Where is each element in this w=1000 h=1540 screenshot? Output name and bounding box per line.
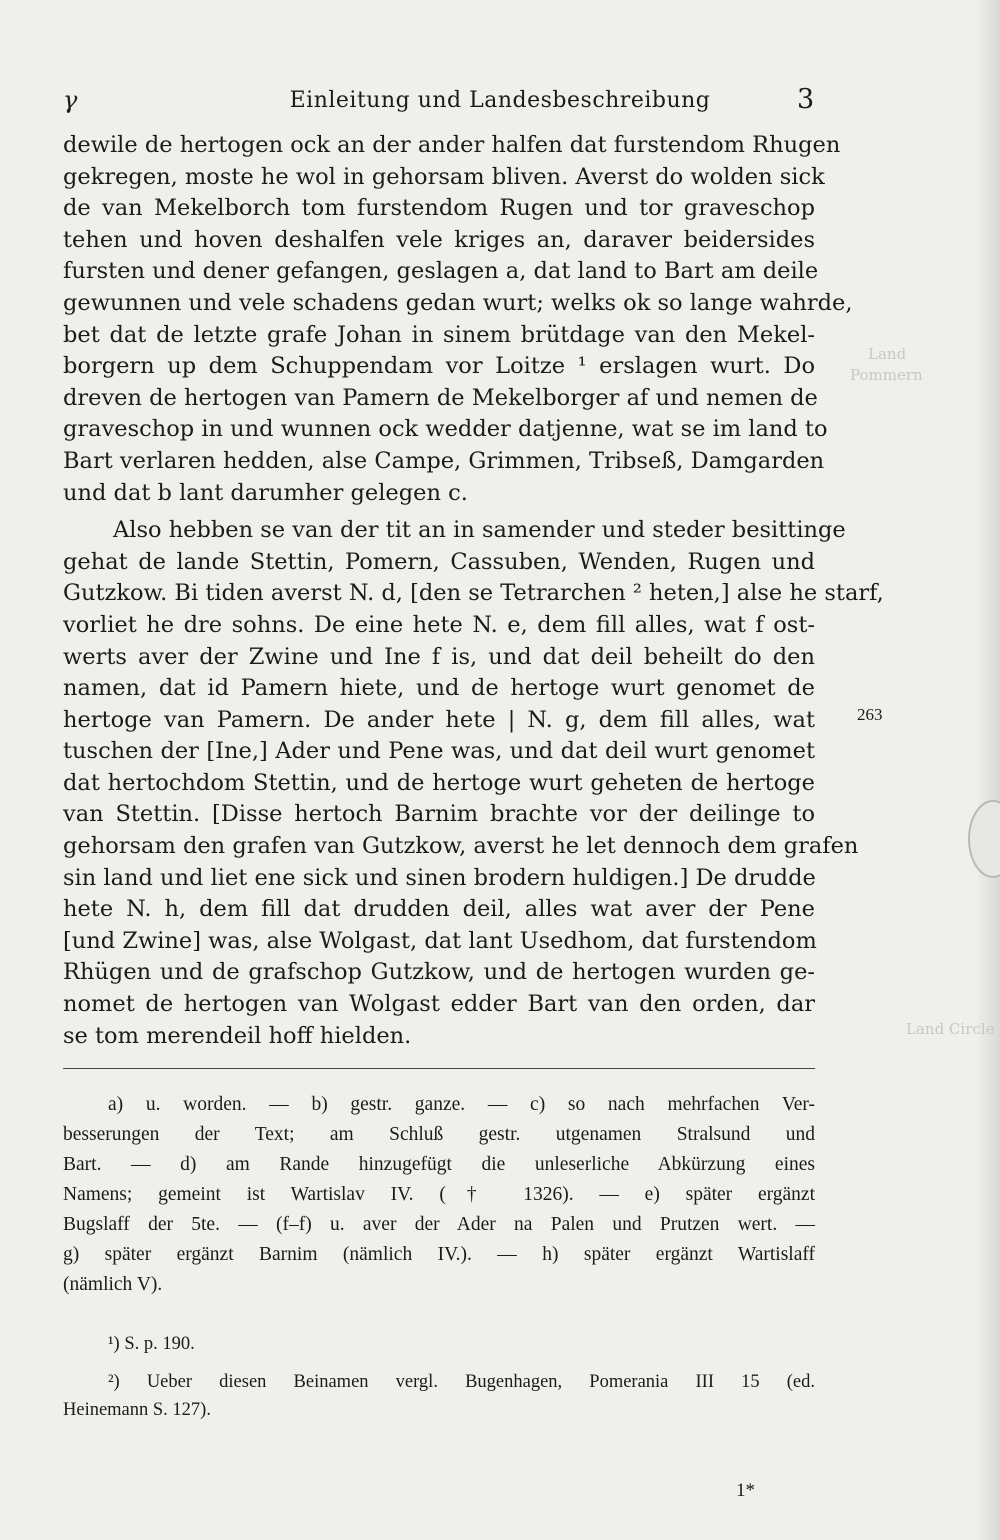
bleed-through-text: Pommern (850, 366, 923, 384)
footnote-line: besserungen der Text; am Schluß gestr. utgenamen Stralsund und (63, 1124, 815, 1145)
text-line: gehorsam den grafen van Gutzkow, averst he let dennoch dem grafen (63, 833, 859, 860)
note-line: ²) Ueber diesen Beinamen vergl. Bugenhagen, Pomerania III 15 (ed. (108, 1372, 815, 1392)
note-line: Heinemann S. 127). (63, 1400, 211, 1420)
text-line: van Stettin. [Disse hertoch Barnim brachte vor der deilinge to (63, 801, 815, 828)
text-line: gekregen, moste he wol in gehorsam bliven. Averst do wolden sick (63, 163, 825, 190)
footnote-line: g) später ergänzt Barnim (nämlich IV.). — h) später ergänzt Wartislaff (63, 1244, 815, 1265)
text-line: dreven de hertogen van Pamern de Mekelborger af und nemen de (63, 384, 818, 411)
text-line: gewunnen und vele schadens gedan wurt; welks ok so lange wahrde, (63, 289, 853, 316)
footnote-line: (nämlich V). (63, 1274, 163, 1295)
text-line: tuschen der [Ine,] Ader und Pene was, und dat deil wurt genomet (63, 738, 815, 765)
footnote-line: Namens; gemeint ist Wartislav IV. († 1326). — e) später ergänzt (63, 1184, 815, 1205)
note-line: ¹) S. p. 190. (108, 1334, 195, 1354)
text-line: hete N. h, dem fill dat drudden deil, alles wat aver der Pene (63, 896, 815, 923)
text-line: namen, dat id Pamern hiete, und de hertoge wurt genomet de (63, 675, 815, 702)
text-line: dewile de hertogen ock an der ander halfen dat furstendom Rhugen (63, 132, 841, 158)
page-header (0, 84, 1000, 118)
page-number: 3 (797, 84, 815, 115)
text-line: Bart verlaren hedden, alse Campe, Grimmen, Tribseß, Damgarden (63, 447, 825, 474)
margin-page-reference: 263 (857, 705, 883, 724)
text-line: de van Mekelborch tom furstendom Rugen und tor graveschop (63, 195, 815, 222)
signature-mark: γ (63, 86, 78, 114)
text-line: nomet de hertogen van Wolgast edder Bart van den orden, dar (63, 991, 815, 1018)
text-line: werts aver der Zwine und Ine f is, und dat deil beheilt do den (63, 643, 815, 670)
numbered-notes (63, 1330, 815, 1424)
binding-hole (968, 800, 1000, 878)
footnote-line: Bugslaff der 5te. — (f–f) u. aver der Ader na Palen und Prutzen wert. — (63, 1214, 815, 1235)
text-line: fursten und dener gefangen, geslagen a, dat land to Bart am deile (63, 258, 819, 285)
text-line: graveschop in und wunnen ock wedder datjenne, wat se im land to (63, 416, 828, 443)
running-title: Einleitung und Landesbeschreibung (289, 88, 711, 113)
text-line: Rhügen und de grafschop Gutzkow, und de hertogen wurden ge- (63, 959, 815, 986)
text-line: sin land und liet ene sick und sinen brodern huldigen.] De drudde (63, 864, 816, 891)
text-line: [und Zwine] was, alse Wolgast, dat lant Usedhom, dat furstendom (63, 927, 817, 954)
sheet-signature: 1* (736, 1480, 755, 1501)
footnote-line: Bart. — d) am Rande hinzugefügt die unleserliche Abkürzung eines (63, 1154, 815, 1175)
text-line: Also hebben se van der tit an in samender und steder besittinge (113, 517, 846, 544)
text-line: Gutzkow. Bi tiden averst N. d, [den se Tetrarchen ² heten,] alse he starf, (63, 580, 884, 607)
text-line: dat hertochdom Stettin, und de hertoge wurt geheten de hertoge (63, 769, 815, 796)
page-edge-shadow (978, 0, 1000, 1540)
critical-apparatus (63, 1090, 815, 1300)
text-line: hertoge van Pamern. De ander hete | N. g, dem fill alles, wat (63, 706, 815, 733)
text-line: bet dat de letzte grafe Johan in sinem brütdage van den Mekel- (63, 321, 815, 348)
text-line: und dat b lant darumher gelegen c. (63, 479, 468, 506)
text-line: borgern up dem Schuppendam vor Loitze ¹ erslagen wurt. Do (63, 353, 815, 380)
text-line: se tom merendeil hoff hielden. (63, 1022, 412, 1049)
text-line: gehat de lande Stettin, Pomern, Cassuben, Wenden, Rugen und (63, 548, 815, 575)
footnote-line: a) u. worden. — b) gestr. ganze. — c) so nach mehrfachen Ver- (108, 1094, 815, 1115)
bleed-through-text: Land Circle (906, 1020, 995, 1038)
footnote-rule (63, 1068, 815, 1069)
text-line: tehen und hoven deshalfen vele kriges an, daraver beidersides (63, 226, 815, 253)
text-line: vorliet he dre sohns. De eine hete N. e, dem fill alles, wat f ost- (63, 611, 815, 638)
bleed-through-text: Land (868, 345, 907, 363)
